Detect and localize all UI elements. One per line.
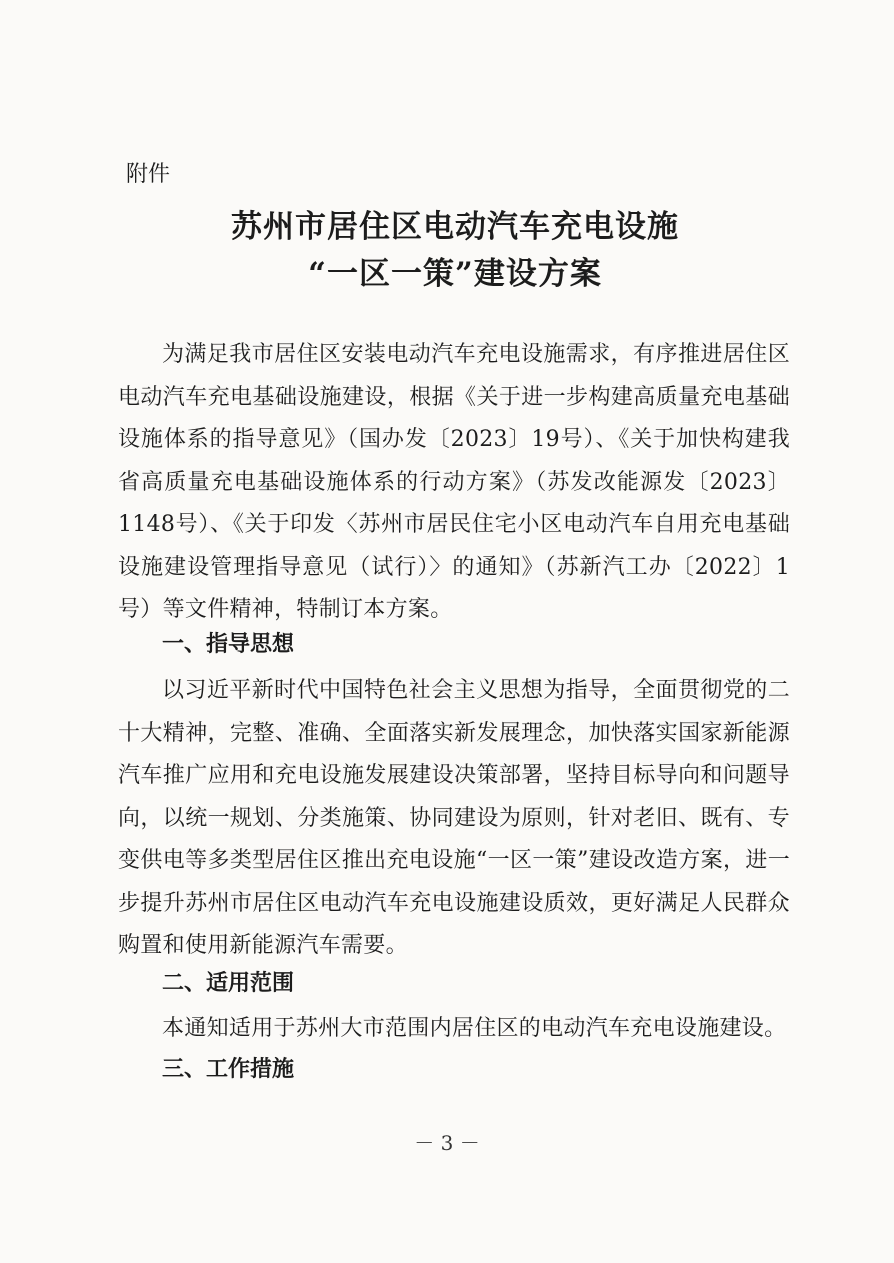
page-number: － 3 － (414, 1131, 480, 1155)
section2-paragraph: 本通知适用于苏州大市范围内居住区的电动汽车充电设施建设。 (162, 1016, 787, 1041)
intro-paragraph: 为满足我市居住区安装电动汽车充电设施需求，有序推进居住区电动汽车充电基础设施建设，根据《关于进一步构建高质量充电基础设施体系的指导意见》（国办发〔2023〕19号）、《关于加快构建我省高质量充电基础设施体系的行动方案》（苏发改能源发〔2023〕1148号）、《关于印发〈苏州市居民住宅小区电动汽车自用充电基础设施建设管理指导意见（试行）〉的通知》（苏新汽工办〔2022〕1号）等文件精神，特制订本方案。 (118, 342, 790, 622)
section3-heading: 三、工作措施 (162, 1057, 295, 1082)
section1-paragraph: 以习近平新时代中国特色社会主义思想为指导，全面贯彻党的二十大精神，完整、准确、全面落实新发展理念，加快落实国家新能源汽车推广应用和充电设施发展建设决策部署，坚持目标导向和问题导向，以统一规划、分类施策、协同建设为原则，针对老旧、既有、专变供电等多类型居住区推出充电设施“一区一策”建设改造方案，进一步提升苏州市居住区电动汽车充电设施建设质效，更好满足人民群众购置和使用新能源汽车需要。 (118, 678, 790, 958)
section2-heading: 二、适用范围 (162, 971, 295, 996)
attachment-label: 附件 (126, 162, 171, 187)
section1-heading: 一、指导思想 (162, 632, 295, 657)
section1-paragraph-block (118, 670, 790, 968)
document-title-line1: 苏州市居住区电动汽车充电设施 (231, 209, 679, 245)
intro-paragraph-block (118, 334, 790, 632)
document-title-line2: “一区一策”建设方案 (308, 256, 602, 292)
section2-paragraph-block (118, 1008, 790, 1051)
